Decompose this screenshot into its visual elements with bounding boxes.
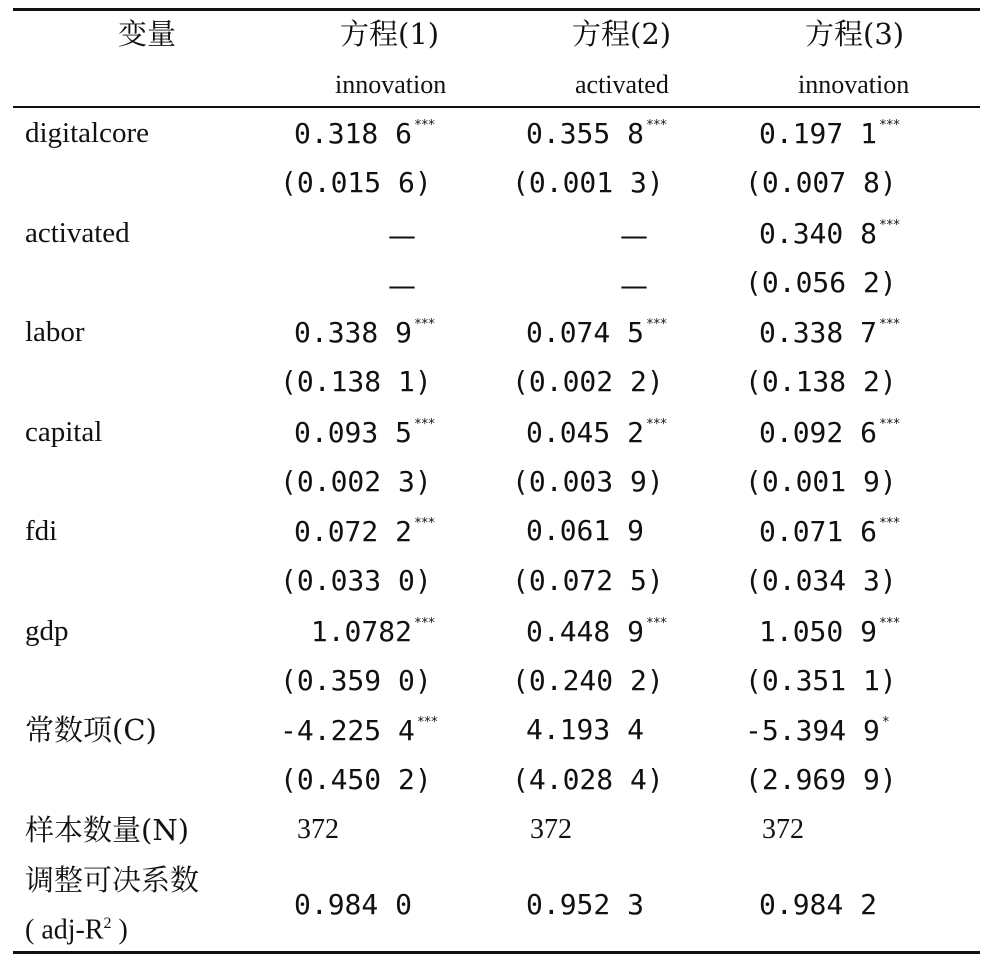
standard-error-value [745,464,905,498]
standard-error-dash: — [620,268,648,302]
standard-error-number: (0.359 0) [280,663,432,697]
significance-stars: *** [414,118,435,133]
coefficient-value [512,713,672,746]
coefficient-value [512,614,672,648]
standard-error-number: (0.351 1) [745,663,897,697]
standard-error-number: (0.450 2) [280,763,432,796]
coefficient-value [745,216,905,250]
significance-stars: *** [646,615,667,631]
coefficient-value [745,517,905,546]
coefficient-value [280,614,440,648]
significance-stars: *** [879,317,900,332]
standard-error-value [512,464,672,498]
standard-error-value [745,166,905,199]
standard-error-number: (0.056 2) [745,265,897,299]
standard-error-value [512,663,672,697]
standard-error-number: (0.033 0) [280,564,432,597]
coefficient-number: 0.197 1 [758,117,877,150]
adj-r2-eq2: 0.952 3 [525,888,644,921]
coefficient-number: 0.045 2 [525,415,644,449]
header-equation-2: 方程(2) [572,17,672,51]
coefficient-dash: — [388,218,416,252]
standard-error-value [745,663,905,697]
significance-stars: *** [879,615,900,631]
coefficient-number: 0.072 2 [293,515,412,548]
significance-stars: *** [879,217,900,233]
coefficient-value [745,716,905,745]
standard-error-number: (2.969 9) [745,763,897,796]
coefficient-number: 1.0782 [310,614,412,648]
row-variable-label: fdi [25,515,58,547]
coefficient-number: -4.225 4 [280,714,415,747]
significance-stars: *** [646,416,667,432]
coefficient-number: 0.338 7 [758,316,877,349]
coefficient-value [280,517,440,546]
header-equation-1: 方程(1) [340,17,440,51]
header-dependent-2: activated [575,70,669,99]
standard-error-number: (0.007 8) [745,166,897,199]
sample-size-eq1: 372 [297,814,339,845]
significance-stars: *** [414,615,435,631]
standard-error-value [280,663,440,697]
header-equation-3: 方程(3) [805,17,905,51]
significance-stars: *** [414,317,435,332]
standard-error-number: (0.001 9) [745,464,897,498]
sample-size-eq3: 372 [762,814,804,845]
significance-stars: *** [414,416,435,432]
significance-stars: *** [416,715,438,730]
coefficient-number: -5.394 9 [745,714,880,747]
sample-size-label: 样本数量(N) [25,813,190,847]
coefficient-number: 0.355 8 [525,117,644,150]
standard-error-number: (0.034 3) [745,564,897,597]
adj-r2-eq1: 0.984 0 [293,888,412,921]
standard-error-value [280,564,440,597]
standard-error-number: (4.028 4) [512,763,664,796]
standard-error-number: (0.003 9) [512,464,664,498]
coefficient-value [280,318,440,347]
standard-error-number: (0.002 3) [280,464,432,498]
standard-error-value [280,365,440,398]
standard-error-value [512,365,672,398]
coefficient-value [745,119,905,148]
coefficient-value [512,318,672,347]
standard-error-number: (0.138 1) [280,365,432,398]
header-rule [13,106,980,108]
coefficient-number: 1.050 9 [758,614,877,648]
significance-stars: *** [646,317,667,332]
sample-size-eq2: 372 [530,814,572,845]
row-variable-label: 常数项(C) [25,713,157,747]
coefficient-value [512,415,672,449]
coefficient-number: 0.448 9 [525,614,644,648]
standard-error-number: (0.002 2) [512,365,664,398]
coefficient-dash: — [620,218,648,252]
coefficient-number: 0.071 6 [758,515,877,548]
row-variable-label: gdp [25,614,69,647]
coefficient-value [745,318,905,347]
standard-error-number: (0.072 5) [512,564,664,597]
significance-stars: *** [879,516,900,531]
adj-r2-eq3: 0.984 2 [758,888,877,921]
coefficient-value [745,614,905,648]
standard-error-value [280,464,440,498]
standard-error-value [280,166,440,199]
significance-stars: *** [879,416,900,432]
standard-error-value [512,166,672,199]
coefficient-value [280,716,440,745]
standard-error-number: (0.015 6) [280,166,432,199]
significance-stars: *** [879,118,900,133]
coefficient-number: 4.193 4 [525,713,644,746]
coefficient-number: 0.338 9 [293,316,412,349]
standard-error-value [745,564,905,597]
standard-error-value [745,763,905,796]
significance-stars: * [881,715,889,730]
adj-r2-label-line2: ( adj-$R^2$ ) [25,914,128,946]
row-variable-label: capital [25,415,103,448]
header-dependent-3: innovation [798,70,910,99]
standard-error-number: (0.240 2) [512,663,664,697]
standard-error-number: (0.138 2) [745,365,897,398]
standard-error-value [512,763,672,796]
standard-error-value [512,564,672,597]
standard-error-value [280,763,440,796]
standard-error-dash: — [388,268,416,302]
significance-stars: *** [414,516,435,531]
standard-error-value [745,265,905,299]
coefficient-value [512,119,672,148]
coefficient-value [745,415,905,449]
header-variable: 变量 [118,17,177,51]
bottom-rule [13,951,980,954]
coefficient-number: 0.318 6 [293,117,412,150]
coefficient-number: 0.061 9 [525,514,644,547]
top-rule [13,8,980,11]
row-variable-label: digitalcore [25,117,150,149]
coefficient-value [280,119,440,148]
coefficient-value [280,415,440,449]
adj-r2-label-line1: 调整可决系数 [25,863,200,897]
standard-error-value [745,365,905,398]
coefficient-number: 0.093 5 [293,415,412,449]
coefficient-number: 0.340 8 [758,216,877,250]
standard-error-number: (0.001 3) [512,166,664,199]
coefficient-number: 0.074 5 [525,316,644,349]
row-variable-label: labor [25,316,85,348]
coefficient-number: 0.092 6 [758,415,877,449]
coefficient-value [512,514,672,547]
row-variable-label: activated [25,216,130,249]
header-dependent-1: innovation [335,70,447,99]
significance-stars: *** [646,118,667,133]
